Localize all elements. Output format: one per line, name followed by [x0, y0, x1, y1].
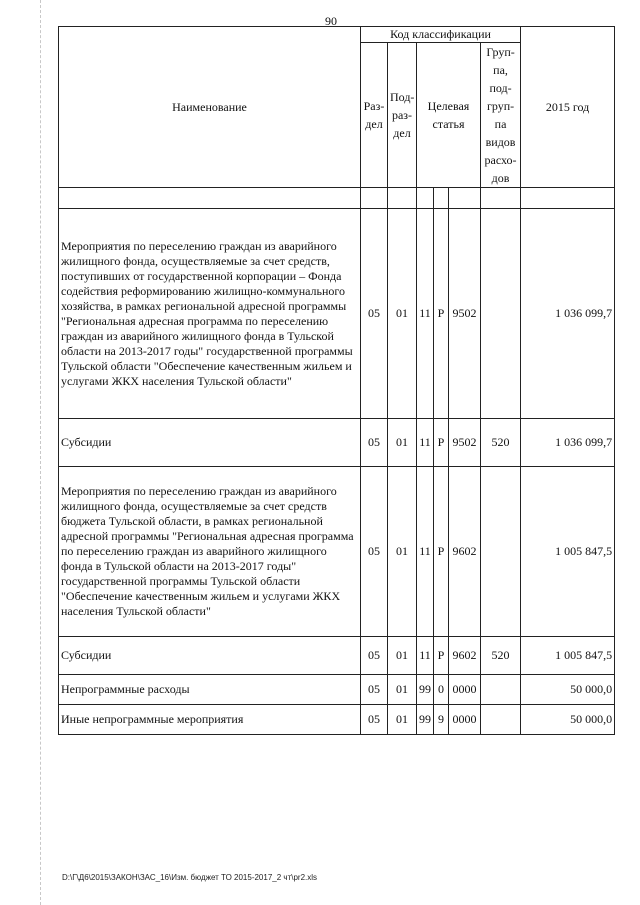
row-amount: 50 000,0	[521, 675, 615, 705]
row-target-1: 99	[417, 705, 434, 735]
row-target-2: Р	[434, 209, 449, 419]
row-subsection: 01	[388, 705, 417, 735]
row-target-1: 11	[417, 209, 434, 419]
row-amount: 1 005 847,5	[521, 467, 615, 637]
binding-line	[40, 0, 41, 905]
row-target-3: 9502	[449, 209, 481, 419]
row-group	[481, 675, 521, 705]
table-row	[59, 705, 615, 735]
row-target-2: Р	[434, 419, 449, 467]
row-target-1: 11	[417, 419, 434, 467]
table-row	[59, 419, 615, 467]
row-amount: 1 005 847,5	[521, 637, 615, 675]
row-name: Субсидии	[59, 419, 361, 467]
header-subsection: Под- раз- дел	[388, 43, 417, 188]
row-target-1: 11	[417, 637, 434, 675]
row-target-3: 9502	[449, 419, 481, 467]
row-subsection: 01	[388, 675, 417, 705]
header-section: Раз- дел	[361, 43, 388, 188]
budget-table	[58, 26, 615, 735]
header-code: Код классификации	[361, 27, 521, 43]
row-name: Иные непрограммные мероприятия	[59, 705, 361, 735]
spacer-row	[59, 188, 615, 209]
row-subsection: 01	[388, 209, 417, 419]
row-target-2: Р	[434, 637, 449, 675]
row-target-1: 11	[417, 467, 434, 637]
page-number: 90	[325, 14, 337, 28]
row-name: Мероприятия по переселению граждан из аварийного жилищного фонда, осуществляемые за счет средств, поступивших от государственной корпорации – Фонда содействия реформированию жилищно-коммунального хозяйства, в рамках региональной адресной программы "Региональная адресная программа по переселению граждан из аварийного жилищного фонда в Тульской области на 2013-2017 годы" государственной программы Тульской области "Обеспечение качественным жильем и услугами ЖКХ населения Тульской области"	[59, 209, 361, 419]
row-target-2: 0	[434, 675, 449, 705]
row-group	[481, 209, 521, 419]
row-group: 520	[481, 637, 521, 675]
table-row	[59, 637, 615, 675]
row-section: 05	[361, 467, 388, 637]
row-target-3: 9602	[449, 467, 481, 637]
table-row	[59, 675, 615, 705]
header-name: Наименование	[59, 27, 361, 188]
row-target-3: 0000	[449, 705, 481, 735]
row-section: 05	[361, 637, 388, 675]
header-group: Груп- па, под- груп- па видов расхо- дов	[481, 43, 521, 188]
table-row	[59, 467, 615, 637]
row-target-3: 9602	[449, 637, 481, 675]
row-amount: 1 036 099,7	[521, 209, 615, 419]
header-year: 2015 год	[521, 27, 615, 188]
row-subsection: 01	[388, 637, 417, 675]
row-name: Непрограммные расходы	[59, 675, 361, 705]
row-name: Субсидии	[59, 637, 361, 675]
row-amount: 1 036 099,7	[521, 419, 615, 467]
row-section: 05	[361, 675, 388, 705]
footer-file-path: D:\Г\Д6\2015\ЗАКОН\ЗАС_16\Изм. бюджет ТО 2015-2017_2 чт\pr2.xls	[62, 873, 318, 882]
row-section: 05	[361, 419, 388, 467]
row-section: 05	[361, 705, 388, 735]
row-section: 05	[361, 209, 388, 419]
row-group	[481, 467, 521, 637]
row-subsection: 01	[388, 467, 417, 637]
row-target-2: 9	[434, 705, 449, 735]
row-amount: 50 000,0	[521, 705, 615, 735]
row-name: Мероприятия по переселению граждан из аварийного жилищного фонда, осуществляемые за счет средств бюджета Тульской области, в рамках региональной адресной программы "Региональная адресная программа по переселению граждан из аварийного жилищного фонда в Тульской области на 2013-2017 годы" государственной программы Тульской области "Обеспечение качественным жильем и услугами ЖКХ населения Тульской области"	[59, 467, 361, 637]
row-group: 520	[481, 419, 521, 467]
row-target-3: 0000	[449, 675, 481, 705]
row-subsection: 01	[388, 419, 417, 467]
row-target-1: 99	[417, 675, 434, 705]
row-target-2: Р	[434, 467, 449, 637]
header-target: Целевая статья	[417, 43, 481, 188]
table-row	[59, 209, 615, 419]
row-group	[481, 705, 521, 735]
